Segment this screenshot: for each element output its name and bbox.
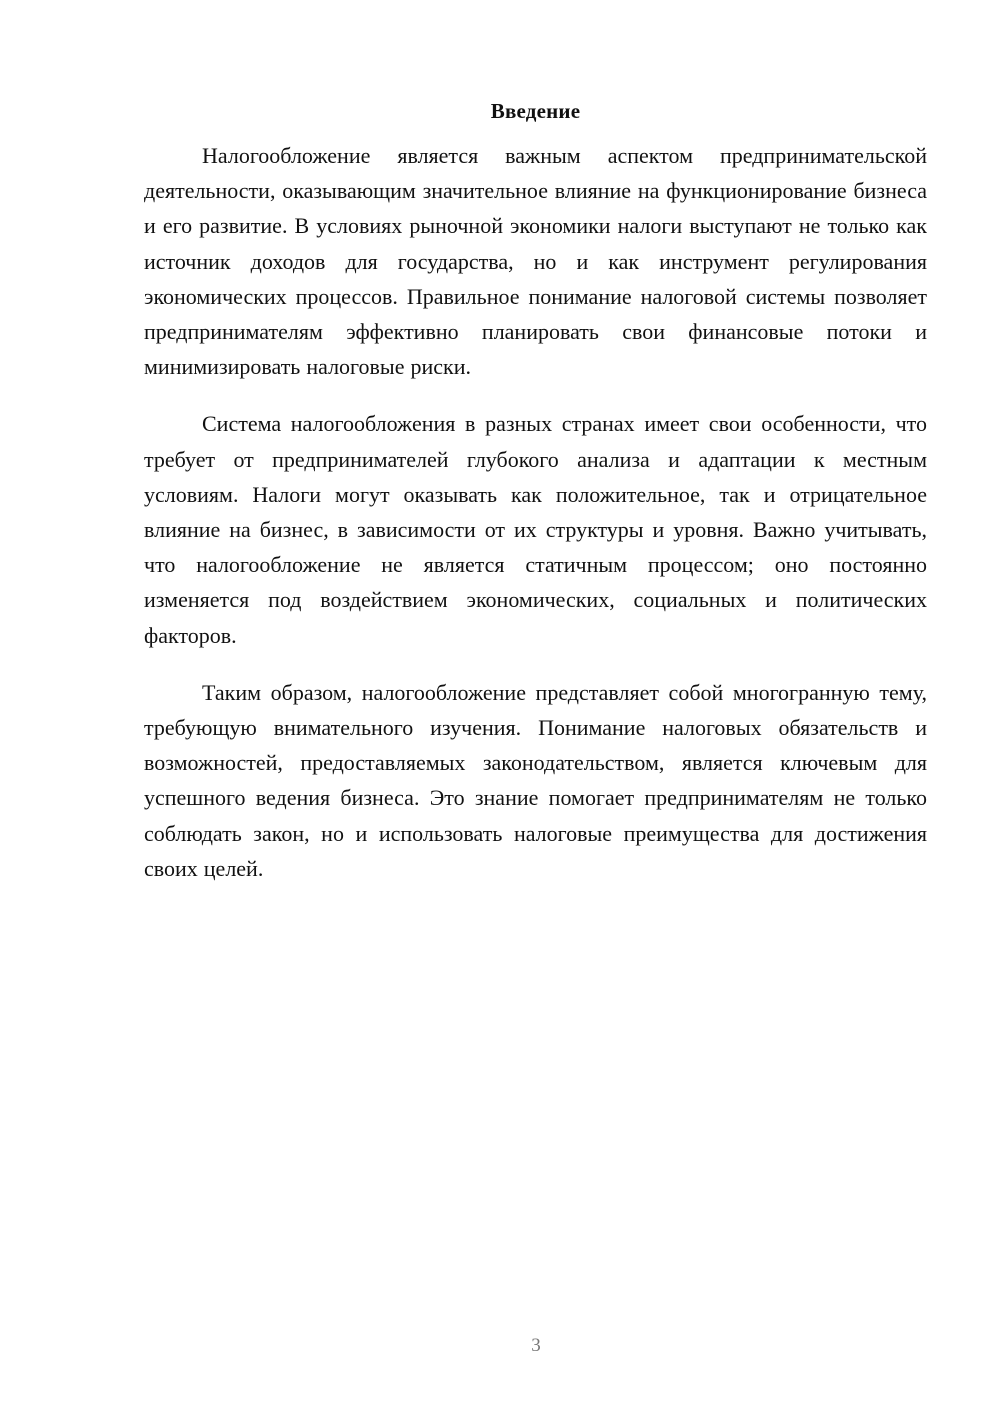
- paragraph-3: Таким образом, налогообложение представляет собой многогранную тему, требующую внимательного изучения. Понимание налоговых обязательств и возможностей, предоставляемых законодательством, является ключевым для успешного ведения бизнеса. Это знание помогает предпринимателям не только соблюдать закон, но и использовать налоговые преимущества для достижения своих целей.: [144, 679, 927, 881]
- paragraph-1: Налогообложение является важным аспектом предпринимательской деятельности, оказывающим значительное влияние на функционирование бизнеса и его развитие. В условиях рыночной экономики налоги выступают не только как источник доходов для государства, но и как инструмент регулирования экономических процессов. Правильное понимание налоговой системы позволяет предпринимателям эффективно планировать свои финансовые потоки и минимизировать налоговые риски.: [144, 143, 927, 380]
- paragraph-2: Система налогообложения в разных странах имеет свои особенности, что требует от предпринимателей глубокого анализа и адаптации к местным условиям. Налоги могут оказывать как положительное, так и отрицательное влияние на бизнес, в зависимости от их структуры и уровня. Важно учитывать, что налогообложение не является статичным процессом; оно постоянно изменяется под воздействием экономических, социальных и политических факторов.: [144, 411, 927, 648]
- page-content: [144, 96, 927, 908]
- page-number: 3: [531, 1335, 541, 1356]
- section-title: Введение: [490, 99, 581, 123]
